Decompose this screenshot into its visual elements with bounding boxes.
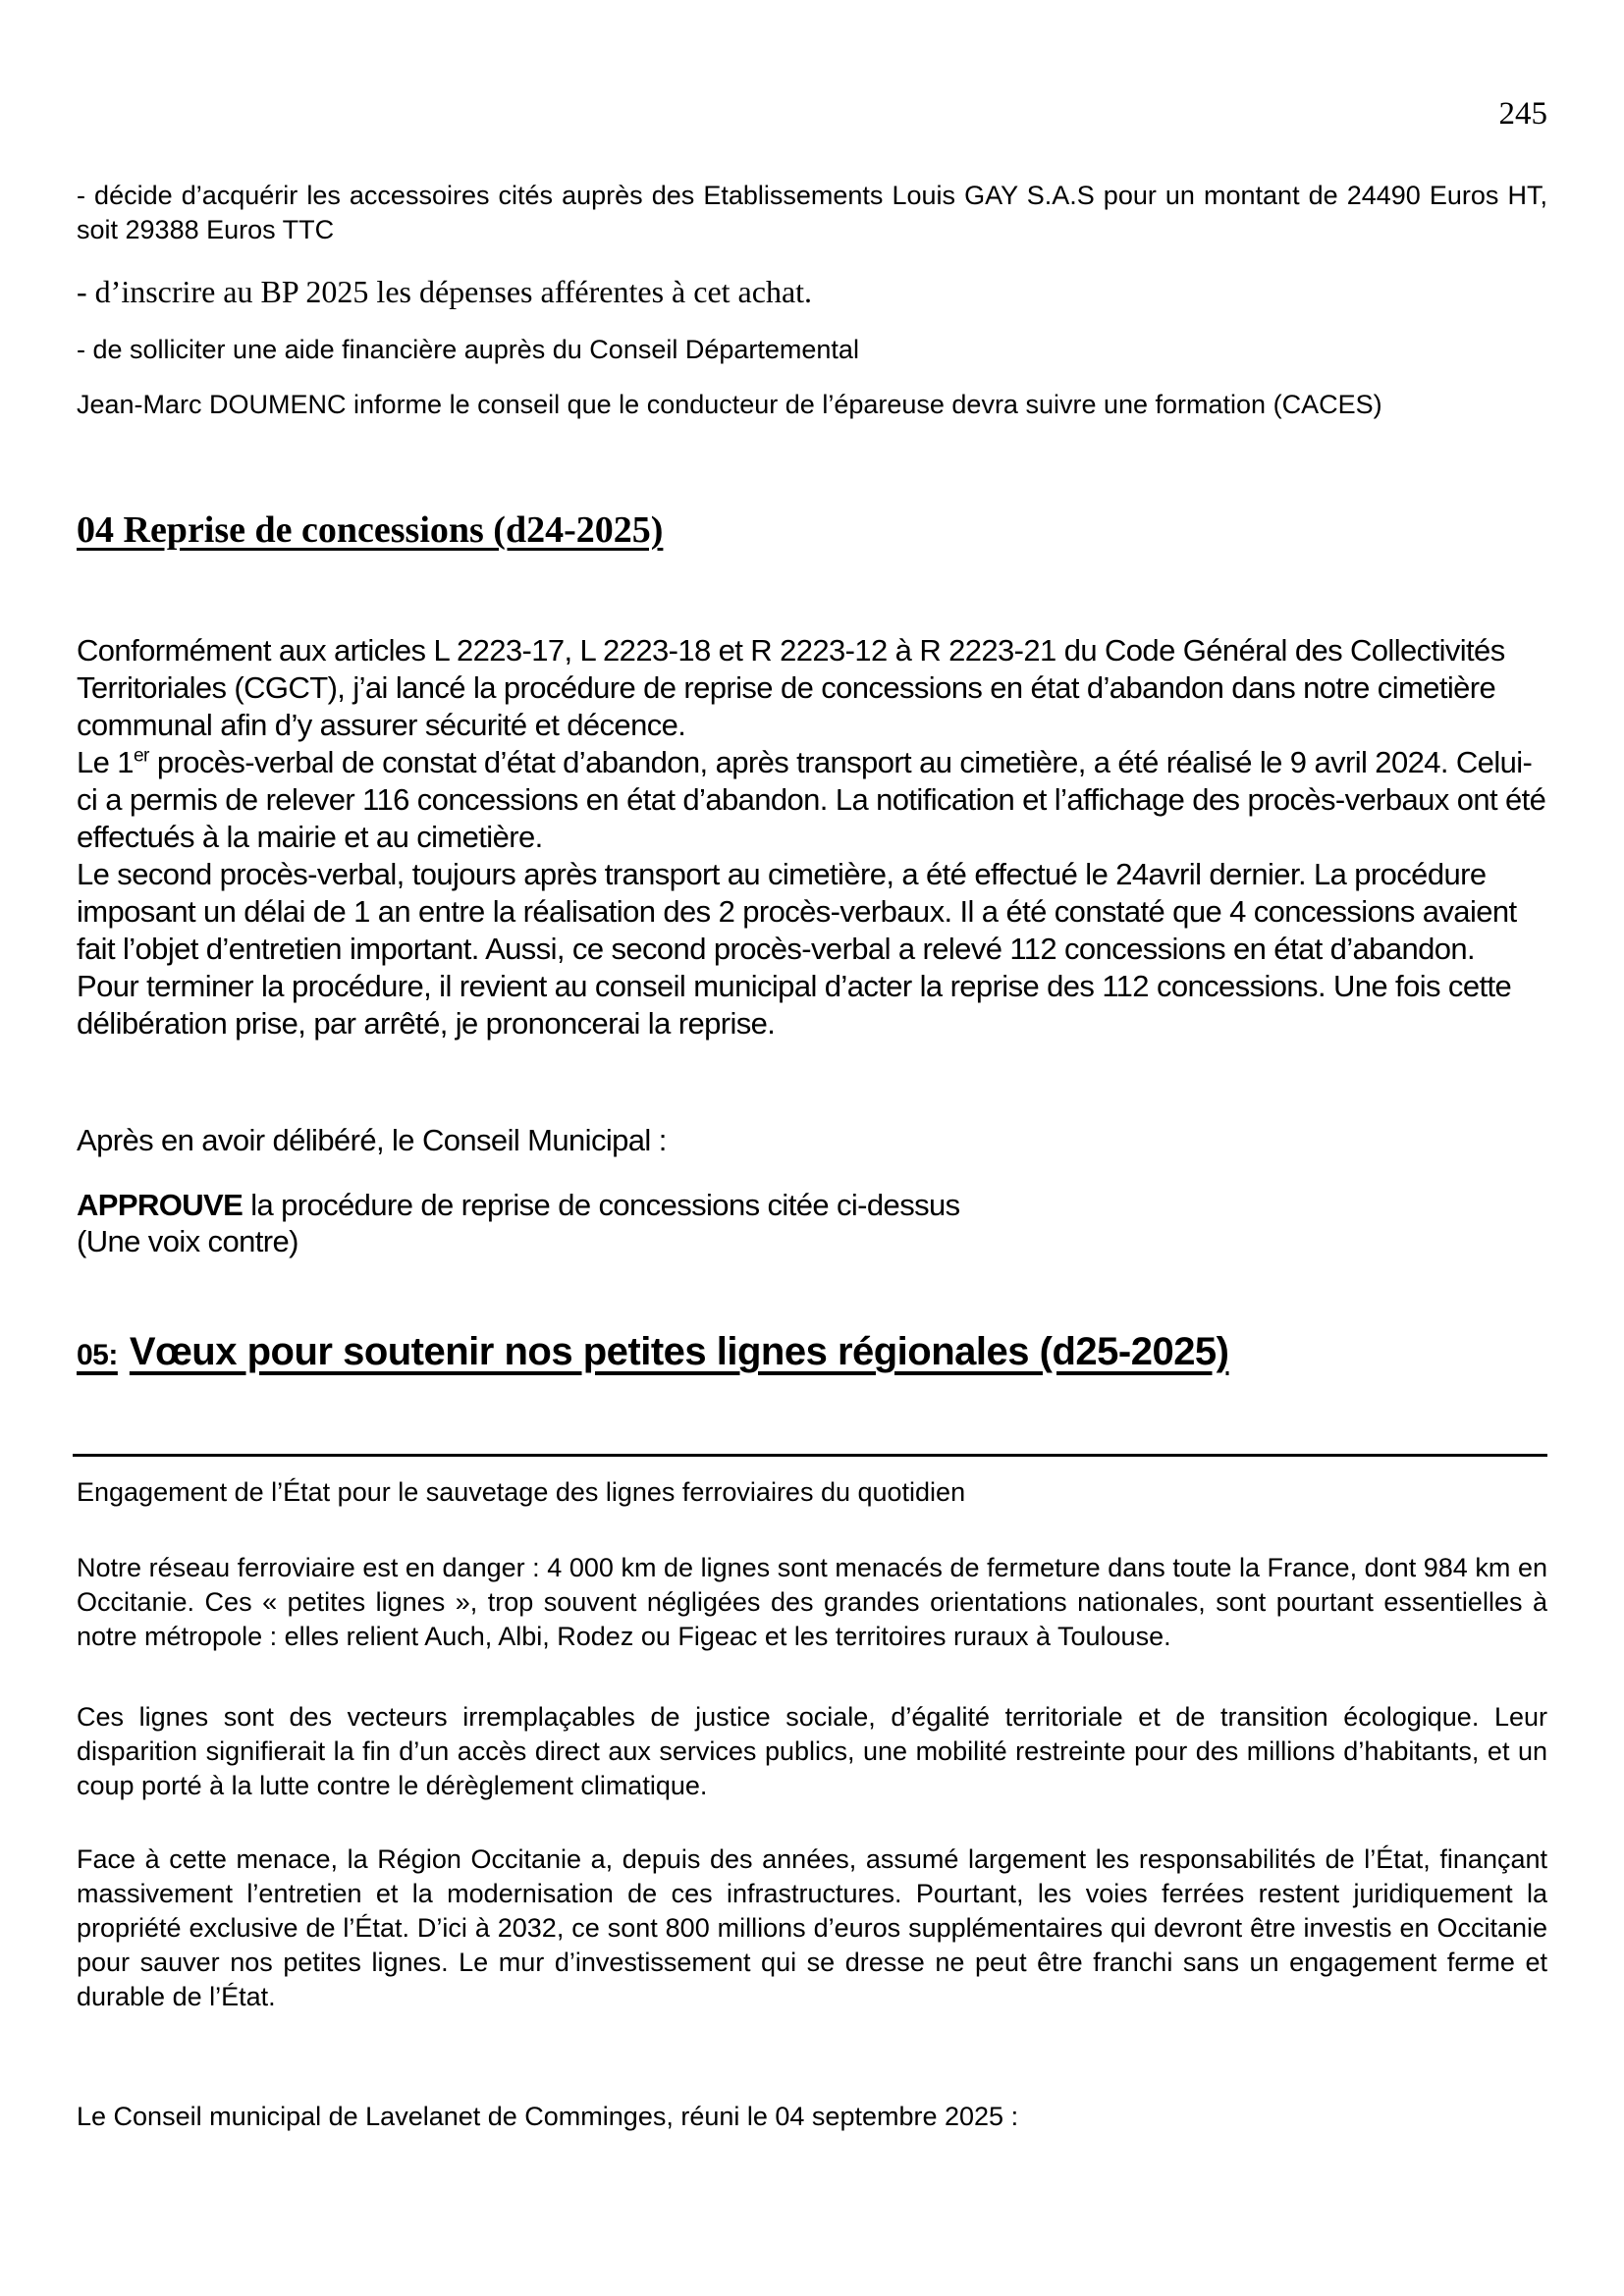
section-04-paragraph-2 (77, 744, 1547, 856)
deliberation-line: Après en avoir délibéré, le Conseil Municipal : (77, 1123, 667, 1157)
decision-rest: la procédure de reprise de concessions citée ci-dessus (243, 1188, 960, 1222)
ordinal-superscript: er (133, 745, 149, 767)
decision-block (77, 1187, 1547, 1259)
section-05-paragraph-2: Ces lignes sont des vecteurs irremplaçables de justice sociale, d’égalité territoriale et de transition écologique. Leur disparition signifierait la fin d’un accès direct aux services publics, une mobilité restreinte pour des millions d’habitants, et un coup porté à la lutte contre le dérèglement climatique. (77, 1702, 1547, 1800)
closing-line: Le Conseil municipal de Lavelanet de Comminges, réuni le 04 septembre 2025 : (77, 2102, 1019, 2131)
decision-line (77, 1187, 1547, 1223)
section-05-title: Vœux pour soutenir nos petites lignes régionales (d25-2025) (129, 1330, 1229, 1373)
section-04-paragraph-3: Le second procès-verbal, toujours après transport au cimetière, a été effectué le 24avril dernier. La procédure imposant un délai de 1 an entre la réalisation des 2 procès-verbaux. Il a été constaté que 4 concessions avaient fait l’objet d’entretien important. Aussi, ce second procès-verbal a relevé 112 concessions en état d’abandon. (77, 857, 1517, 966)
intro-bullet-budget: - d’inscrire au BP 2025 les dépenses afférentes à cet achat. (77, 274, 813, 309)
paragraph-2-rest: procès-verbal de constat d’état d’abandon, après transport au cimetière, a été réalisé le 9 avril 2024. Celui-ci a permis de relever 116 concessions en état d’abandon. La notification et l’affichage des procès-verbaux ont été effectués à la mairie et au cimetière. (77, 745, 1546, 854)
page-number: 245 (1498, 96, 1547, 132)
decision-word: APPROUVE (77, 1188, 244, 1222)
horizontal-rule (73, 1454, 1547, 1457)
section-04-body (77, 632, 1547, 1042)
section-05-paragraph-1: Notre réseau ferroviaire est en danger : 4 000 km de lignes sont menacés de fermeture dans toute la France, dont 984 km en Occitanie. Ces « petites lignes », trop souvent négligées des grandes orientations nationales, sont pourtant essentielles à notre métropole : elles relient Auch, Albi, Rodez ou Figeac et les territoires ruraux à Toulouse. (77, 1553, 1547, 1651)
section-05-number: 05: (77, 1339, 118, 1371)
section-04-paragraph-4: Pour terminer la procédure, il revient au conseil municipal d’acter la reprise des 112 concessions. Une fois cette délibération prise, par arrêté, je prononcerai la reprise. (77, 969, 1512, 1041)
section-05-paragraph-3: Face à cette menace, la Région Occitanie a, depuis des années, assumé largement les responsabilités de l’État, finançant massivement l’entretien et la modernisation de ces infrastructures. Pourtant, les voies ferrées restent juridiquement la propriété exclusive de l’État. D’ici à 2032, ce sont 800 millions d’euros supplémentaires qui devront être investis en Occitanie pour sauver nos petites lignes. Le mur d’investissement qui se dresse ne peut être franchi sans un engagement ferme et durable de l’État. (77, 1844, 1547, 2011)
paragraph-2-prefix: Le 1 (77, 745, 134, 779)
section-04-paragraph-1: Conformément aux articles L 2223-17, L 2223-18 et R 2223-12 à R 2223-21 du Code Général des Collectivités Territoriales (CGCT), j’ai lancé la procédure de reprise de concessions en état d’abandon dans notre cimetière communal afin d’y assurer sécurité et décence. (77, 633, 1505, 742)
intro-note-formation: Jean-Marc DOUMENC informe le conseil que le conducteur de l’épareuse devra suivre une formation (CACES) (77, 390, 1382, 419)
intro-bullet-aide: - de solliciter une aide financière auprès du Conseil Départemental (77, 335, 859, 364)
intro-bullet-acquisition: - décide d’acquérir les accessoires cités auprès des Etablissements Louis GAY S.A.S pour un montant de 24490 Euros HT, soit 29388 Euros TTC (77, 181, 1547, 244)
section-04-heading: 04 Reprise de concessions (d24-2025) (77, 509, 664, 551)
section-05-subtitle: Engagement de l’État pour le sauvetage des lignes ferroviaires du quotidien (77, 1477, 966, 1507)
vote-note: (Une voix contre) (77, 1224, 298, 1258)
section-05-heading (77, 1328, 1547, 1379)
